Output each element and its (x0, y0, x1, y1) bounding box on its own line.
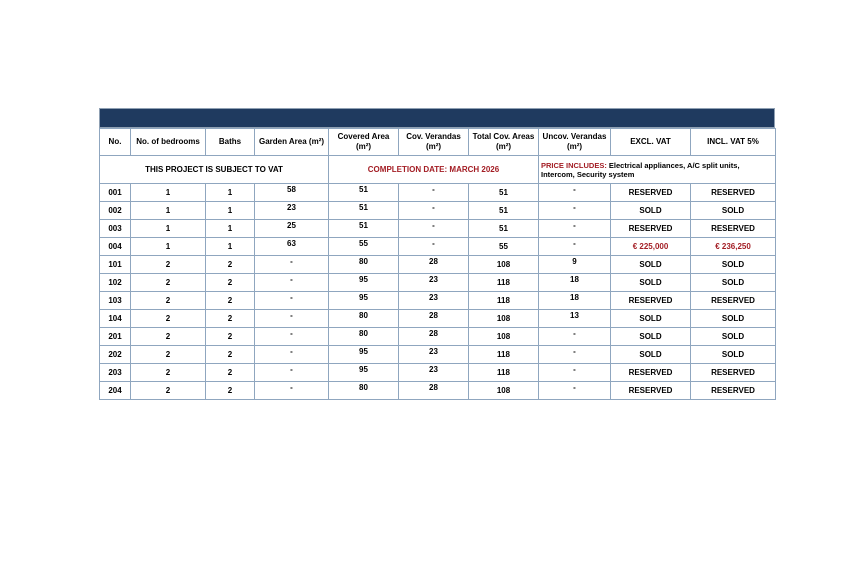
cell-col-cov-verandas: 28 (399, 310, 469, 328)
cell-col-incl-vat: SOLD (691, 310, 776, 328)
cell-col-no: 002 (100, 202, 131, 220)
cell-col-excl-vat: SOLD (611, 328, 691, 346)
cell-col-cov-verandas: 23 (399, 292, 469, 310)
table-row (100, 274, 776, 292)
completion-date: COMPLETION DATE: MARCH 2026 (329, 156, 539, 184)
cell-col-total-cov-areas: 51 (469, 220, 539, 238)
cell-col-covered-area: 51 (329, 202, 399, 220)
cell-col-excl-vat: SOLD (611, 310, 691, 328)
cell-col-bedrooms: 1 (131, 202, 206, 220)
column-headers (100, 129, 776, 156)
header-banner (99, 108, 775, 128)
cell-col-excl-vat: SOLD (611, 274, 691, 292)
price-includes-label: PRICE INCLUDES: (541, 160, 607, 170)
header-col-garden-area: Garden Area (m²) (255, 129, 329, 156)
cell-col-incl-vat: RESERVED (691, 220, 776, 238)
cell-col-excl-vat: RESERVED (611, 364, 691, 382)
cell-col-baths: 1 (206, 184, 255, 202)
cell-col-total-cov-areas: 108 (469, 382, 539, 400)
cell-col-incl-vat: SOLD (691, 274, 776, 292)
cell-col-baths: 2 (206, 346, 255, 364)
cell-col-garden-area: - (255, 328, 329, 346)
price-list-sheet (99, 108, 775, 400)
cell-col-cov-verandas: 23 (399, 364, 469, 382)
table-row (100, 256, 776, 274)
cell-col-uncov-verandas: 18 (539, 292, 611, 310)
cell-col-total-cov-areas: 108 (469, 310, 539, 328)
cell-col-baths: 2 (206, 292, 255, 310)
cell-col-uncov-verandas: 9 (539, 256, 611, 274)
cell-col-baths: 1 (206, 220, 255, 238)
header-col-excl-vat: EXCL. VAT (611, 129, 691, 156)
table-row (100, 220, 776, 238)
cell-col-covered-area: 80 (329, 328, 399, 346)
cell-col-garden-area: - (255, 310, 329, 328)
cell-col-no: 202 (100, 346, 131, 364)
cell-col-cov-verandas: 28 (399, 256, 469, 274)
cell-col-covered-area: 80 (329, 310, 399, 328)
table-row (100, 382, 776, 400)
cell-col-excl-vat: RESERVED (611, 292, 691, 310)
cell-col-no: 001 (100, 184, 131, 202)
cell-col-garden-area: 25 (255, 220, 329, 238)
cell-col-garden-area: 23 (255, 202, 329, 220)
cell-col-no: 003 (100, 220, 131, 238)
cell-col-bedrooms: 1 (131, 220, 206, 238)
cell-col-garden-area: - (255, 382, 329, 400)
cell-col-garden-area: - (255, 346, 329, 364)
cell-col-total-cov-areas: 108 (469, 256, 539, 274)
cell-col-incl-vat: SOLD (691, 328, 776, 346)
cell-col-excl-vat: RESERVED (611, 382, 691, 400)
price-includes-text: Electrical appliances, A/C split units, Intercom, Security system (541, 160, 740, 179)
cell-col-excl-vat: € 225,000 (611, 238, 691, 256)
header-col-incl-vat: INCL. VAT 5% (691, 129, 776, 156)
cell-col-garden-area: - (255, 256, 329, 274)
cell-col-bedrooms: 1 (131, 238, 206, 256)
cell-col-covered-area: 80 (329, 256, 399, 274)
cell-col-cov-verandas: - (399, 184, 469, 202)
cell-col-incl-vat: € 236,250 (691, 238, 776, 256)
cell-col-total-cov-areas: 55 (469, 238, 539, 256)
table-row (100, 292, 776, 310)
cell-col-baths: 2 (206, 328, 255, 346)
cell-col-no: 204 (100, 382, 131, 400)
cell-col-baths: 2 (206, 274, 255, 292)
cell-col-incl-vat: SOLD (691, 346, 776, 364)
header-col-covered-area: Covered Area (m²) (329, 129, 399, 156)
cell-col-covered-area: 95 (329, 364, 399, 382)
cell-col-bedrooms: 2 (131, 292, 206, 310)
table-row (100, 238, 776, 256)
cell-col-total-cov-areas: 108 (469, 328, 539, 346)
price-includes (539, 156, 776, 184)
cell-col-bedrooms: 2 (131, 256, 206, 274)
cell-col-incl-vat: SOLD (691, 256, 776, 274)
cell-col-uncov-verandas: - (539, 184, 611, 202)
cell-col-garden-area: 58 (255, 184, 329, 202)
cell-col-covered-area: 80 (329, 382, 399, 400)
cell-col-bedrooms: 2 (131, 328, 206, 346)
cell-col-no: 203 (100, 364, 131, 382)
cell-col-cov-verandas: 23 (399, 274, 469, 292)
cell-col-uncov-verandas: 18 (539, 274, 611, 292)
price-list-table (99, 128, 776, 400)
header-col-uncov-verandas: Uncov. Verandas (m²) (539, 129, 611, 156)
cell-col-uncov-verandas: 13 (539, 310, 611, 328)
cell-col-covered-area: 95 (329, 292, 399, 310)
cell-col-incl-vat: SOLD (691, 202, 776, 220)
cell-col-baths: 2 (206, 364, 255, 382)
cell-col-excl-vat: SOLD (611, 256, 691, 274)
cell-col-bedrooms: 2 (131, 364, 206, 382)
cell-col-excl-vat: SOLD (611, 202, 691, 220)
header-row (100, 129, 776, 156)
vat-note: THIS PROJECT IS SUBJECT TO VAT (100, 156, 329, 184)
cell-col-excl-vat: RESERVED (611, 184, 691, 202)
cell-col-bedrooms: 2 (131, 274, 206, 292)
cell-col-cov-verandas: - (399, 220, 469, 238)
cell-col-total-cov-areas: 118 (469, 346, 539, 364)
cell-col-incl-vat: RESERVED (691, 382, 776, 400)
cell-col-baths: 1 (206, 238, 255, 256)
cell-col-incl-vat: RESERVED (691, 292, 776, 310)
cell-col-uncov-verandas: - (539, 238, 611, 256)
cell-col-total-cov-areas: 118 (469, 292, 539, 310)
header-col-no: No. (100, 129, 131, 156)
header-col-bedrooms: No. of bedrooms (131, 129, 206, 156)
info-row (100, 156, 776, 184)
cell-col-excl-vat: RESERVED (611, 220, 691, 238)
header-col-baths: Baths (206, 129, 255, 156)
cell-col-bedrooms: 1 (131, 184, 206, 202)
cell-col-baths: 2 (206, 382, 255, 400)
table-row (100, 202, 776, 220)
table-row (100, 184, 776, 202)
cell-col-covered-area: 51 (329, 220, 399, 238)
cell-col-cov-verandas: 23 (399, 346, 469, 364)
cell-col-uncov-verandas: - (539, 220, 611, 238)
cell-col-uncov-verandas: - (539, 364, 611, 382)
cell-col-cov-verandas: 28 (399, 382, 469, 400)
cell-col-no: 104 (100, 310, 131, 328)
cell-col-uncov-verandas: - (539, 328, 611, 346)
cell-col-cov-verandas: - (399, 202, 469, 220)
table-row (100, 364, 776, 382)
cell-col-uncov-verandas: - (539, 382, 611, 400)
cell-col-incl-vat: RESERVED (691, 184, 776, 202)
cell-col-no: 101 (100, 256, 131, 274)
cell-col-baths: 2 (206, 256, 255, 274)
cell-col-total-cov-areas: 118 (469, 364, 539, 382)
cell-col-uncov-verandas: - (539, 202, 611, 220)
cell-col-bedrooms: 2 (131, 310, 206, 328)
info-row-group (100, 156, 776, 184)
cell-col-garden-area: - (255, 274, 329, 292)
cell-col-no: 102 (100, 274, 131, 292)
table-row (100, 346, 776, 364)
cell-col-uncov-verandas: - (539, 346, 611, 364)
cell-col-bedrooms: 2 (131, 346, 206, 364)
table-row (100, 328, 776, 346)
cell-col-no: 004 (100, 238, 131, 256)
cell-col-total-cov-areas: 118 (469, 274, 539, 292)
cell-col-garden-area: - (255, 364, 329, 382)
unit-rows (100, 184, 776, 400)
cell-col-total-cov-areas: 51 (469, 202, 539, 220)
header-col-total-cov-areas: Total Cov. Areas (m²) (469, 129, 539, 156)
cell-col-no: 103 (100, 292, 131, 310)
cell-col-covered-area: 95 (329, 274, 399, 292)
table-row (100, 310, 776, 328)
cell-col-baths: 1 (206, 202, 255, 220)
cell-col-covered-area: 55 (329, 238, 399, 256)
cell-col-covered-area: 51 (329, 184, 399, 202)
cell-col-garden-area: - (255, 292, 329, 310)
cell-col-bedrooms: 2 (131, 382, 206, 400)
cell-col-total-cov-areas: 51 (469, 184, 539, 202)
cell-col-garden-area: 63 (255, 238, 329, 256)
cell-col-cov-verandas: - (399, 238, 469, 256)
cell-col-covered-area: 95 (329, 346, 399, 364)
cell-col-excl-vat: SOLD (611, 346, 691, 364)
header-col-cov-verandas: Cov. Verandas (m²) (399, 129, 469, 156)
cell-col-incl-vat: RESERVED (691, 364, 776, 382)
cell-col-cov-verandas: 28 (399, 328, 469, 346)
cell-col-no: 201 (100, 328, 131, 346)
cell-col-baths: 2 (206, 310, 255, 328)
